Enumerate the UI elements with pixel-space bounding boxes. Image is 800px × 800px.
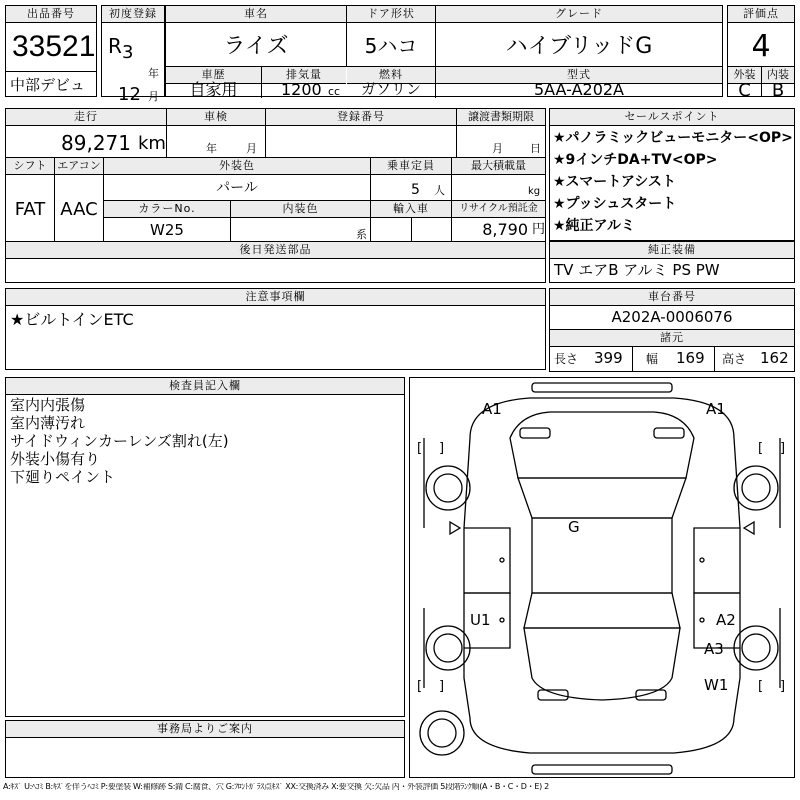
door-label: ドア形状 [347,6,435,23]
fuel: ガソリン [360,80,421,98]
doc-deadline-label: 譲渡書類期限 [457,109,545,126]
inspector-block [5,377,405,717]
notes-label: 注意事項欄 [6,289,545,306]
shift: FAT [14,199,46,220]
ac-label: エアコン [55,158,103,175]
grade: ハイブリッドG [505,34,653,59]
damage-mark: A1 [706,400,726,418]
history-label: 車歴 [166,67,261,84]
office-block [5,720,405,778]
interior-color-unit: 系 [356,228,367,241]
details-block [5,108,546,283]
plate-label: 登録番号 [266,109,456,126]
max-load-unit: kg [528,186,541,197]
length-label: 長さ [554,352,579,366]
equipment-label: 純正装備 [550,242,794,259]
height: 162 [760,349,789,367]
bracket-mark: ] [780,441,786,456]
notes-text: ★ビルトインETC [10,310,134,329]
damage-mark: G [568,518,580,536]
notes-block [5,288,546,370]
recycle-label: リサイクル預託金 [452,201,545,218]
width-label: 幅 [646,352,659,366]
displacement: 1200 [281,80,322,99]
max-load-label: 最大積載量 [452,158,545,175]
chassis-block [549,288,795,372]
inspector-note: 外装小傷有り [10,450,101,468]
sales-point: ★プッシュスタート [553,196,677,212]
sales-point: ★9インチDA+TV<OP> [553,152,718,168]
first-registration-label: 初度登録 [102,6,164,23]
car-name: ライズ [223,34,289,59]
damage-mark: U1 [470,611,491,629]
model-code: 5AA-A202A [533,80,624,99]
specs-label: 諸元 [550,329,794,347]
exterior-label: 外装 [728,67,761,84]
doc-month-unit: 月 [492,142,503,155]
bracket-mark: ] [780,679,786,694]
interior-color-label: 内装色 [231,201,370,218]
year-unit: 年 [148,67,159,80]
bracket-mark: [ [758,441,764,456]
lot-number: 33521 [12,30,96,63]
registration-year: 3 [122,42,134,63]
exterior-color-label: 外装色 [104,158,370,175]
height-label: 高さ [722,352,747,366]
damage-mark: A3 [704,640,724,658]
color-number-label: カラーNo. [104,201,230,218]
sales-point: ★パノラミックビューモニター<OP> [553,130,793,146]
damage-mark: A2 [716,611,736,629]
later-parts-label: 後日発送部品 [6,242,545,259]
capacity-label: 乗車定員 [371,158,451,175]
mileage-label: 走行 [6,109,166,126]
length: 399 [594,349,623,367]
vehicle-info-block [165,5,723,97]
doc-day-unit: 日 [530,142,541,155]
chassis-number: A202A-0006076 [611,308,733,326]
office-label: 事務局よりご案内 [6,721,404,738]
sales-points-label: セールスポイント [550,109,794,126]
recycle-unit: 円 [532,222,546,237]
capacity-unit: 人 [434,184,445,197]
air-conditioner: AAC [60,199,98,220]
overall-score: 4 [751,29,771,64]
mileage-unit: km [138,133,166,154]
era-label: R [108,34,122,58]
import-label: 輸入車 [371,201,451,218]
score-cell [727,5,795,101]
bracket-mark: [ [417,441,423,456]
lot-number-cell [5,5,97,97]
model-label: 型式 [436,67,722,84]
car-name-label: 車名 [166,6,346,23]
inspector-note: 下廻りペイント [10,468,116,486]
inspector-note: 室内薄汚れ [10,414,86,432]
damage-diagram [409,377,795,778]
exterior-score: C [738,80,751,101]
legend-footer: A:ｷｽﾞ U:ﾍｺﾐ B:ｷｽﾞを伴うﾍｺﾐ P:要塗装 W:補修跡 S:錆 C:腐食、穴 G:ﾌﾛﾝﾄｶﾞﾗｽ点ｷｽﾞ XX:交換済み X:要交換 欠:欠品 内・外装評価 5段階ﾗﾝｸ順(A・B・C・D・E) 2 [3,783,549,791]
equipment-block [549,241,795,283]
car-history: 自家用 [189,80,238,99]
color-number: W25 [150,221,184,239]
lot-number-label: 出品番号 [6,6,96,23]
bracket-mark: ] [439,441,445,456]
inspection-year-unit: 年 [206,142,217,155]
chassis-label: 車台番号 [550,289,794,306]
inspector-label: 検査員記入欄 [6,378,404,395]
sales-point: ★スマートアシスト [553,174,676,190]
inspector-note: サイドウィンカーレンズ割れ(左) [10,432,229,450]
car-outline-diagram [410,378,794,777]
bracket-mark: [ [758,679,764,694]
interior-label: 内装 [762,67,794,84]
damage-mark: A1 [482,400,502,418]
damage-mark: W1 [704,676,729,694]
displacement-label: 排気量 [262,67,346,84]
sales-point: ★純正アルミ [553,218,635,234]
equipment: TV エアB アルミ PS PW [554,261,720,279]
first-registration-cell [101,5,165,105]
inspection-month-unit: 月 [246,142,257,155]
inspection-label: 車検 [167,109,265,126]
bracket-mark: [ [417,679,423,694]
score-label: 評価点 [728,6,794,23]
capacity: 5 [411,182,420,198]
exterior-color: パール [216,180,258,196]
mileage: 89,271 [61,131,131,155]
displacement-unit: cc [328,85,341,98]
auction-location: 中部デビュ [10,76,86,94]
interior-score: B [771,80,785,101]
inspector-note: 室内内張傷 [10,396,86,414]
grade-label: グレード [436,6,722,23]
width: 169 [676,349,705,367]
fuel-label: 燃料 [347,67,435,84]
month-unit: 月 [148,90,159,103]
sales-points-block [549,108,795,241]
registration-month: 12 [118,84,141,105]
shift-label: シフト [6,158,54,175]
bracket-mark: ] [439,679,445,694]
door-type: 5ハコ [364,34,418,58]
recycle-deposit: 8,790 [482,220,528,239]
